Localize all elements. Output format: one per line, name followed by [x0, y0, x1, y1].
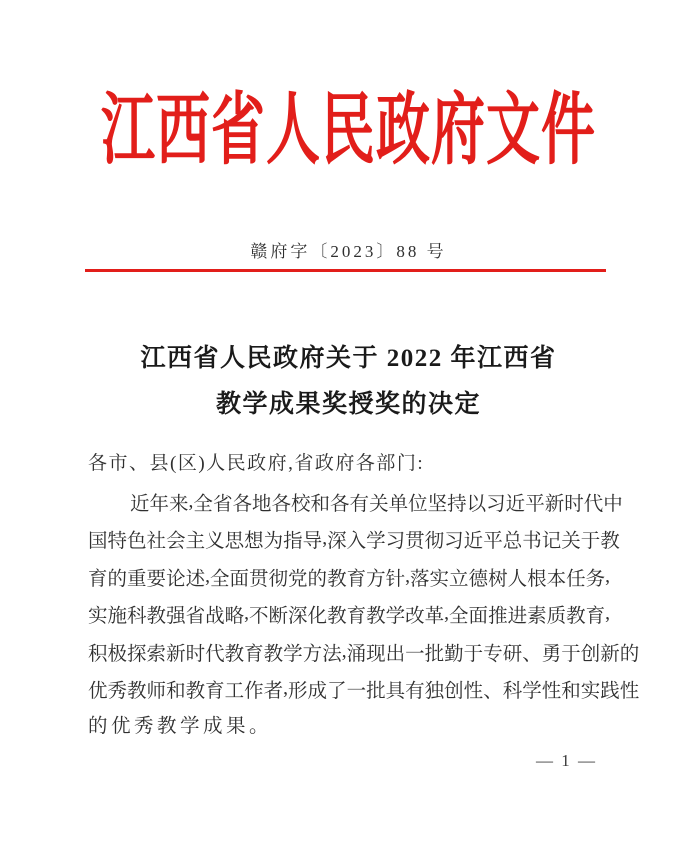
body-line: 优 秀 教 师 和 教 育 工 作 者 , 形 成 了 一 批 具 有 独 创 性 、 科 学 性 和 实 践 性 — [88, 678, 640, 703]
document-title — [0, 336, 697, 428]
salutation-line: 各市、县(区)人民政府,省政府各部门: — [88, 453, 425, 474]
document-body — [88, 483, 640, 746]
body-line: 的优秀教学成果。 — [88, 716, 273, 737]
red-letterhead-title: 江西省人民政府文件 — [101, 87, 596, 175]
body-line: 国 特 色 社 会 主 义 思 想 为 指 导 , 深 入 学 习 贯 彻 习 近 平 总 书 记 关 于 教 — [88, 528, 620, 553]
body-line: 近 年 来 , 全 省 各 地 各 校 和 各 有 关 单 位 坚 持 以 习 近 平 新 时 代 中 — [130, 490, 623, 515]
body-line: 积 极 探 索 新 时 代 教 育 教 学 方 法 , 涌 现 出 一 批 勤 于 专 研 、 勇 于 创 新 的 — [88, 640, 640, 665]
body-line: 育 的 重 要 论 述 , 全 面 贯 彻 党 的 教 育 方 针 , 落 实 立 德 树 人 根 本 任 务 , — [88, 565, 611, 590]
page-number: — 1 — — [536, 751, 597, 770]
body-line: 实 施 科 教 强 省 战 略 , 不 断 深 化 教 育 教 学 改 革 , 全 面 推 进 素 质 教 育 , — [88, 603, 611, 628]
document-title-line1: 江西省人民政府关于 2022 年江西省 — [140, 345, 557, 372]
document-number: 赣府字〔2023〕88 号 — [250, 242, 447, 261]
document-title-line2: 教学成果奖授奖的决定 — [215, 391, 481, 418]
red-divider-line — [85, 269, 606, 272]
